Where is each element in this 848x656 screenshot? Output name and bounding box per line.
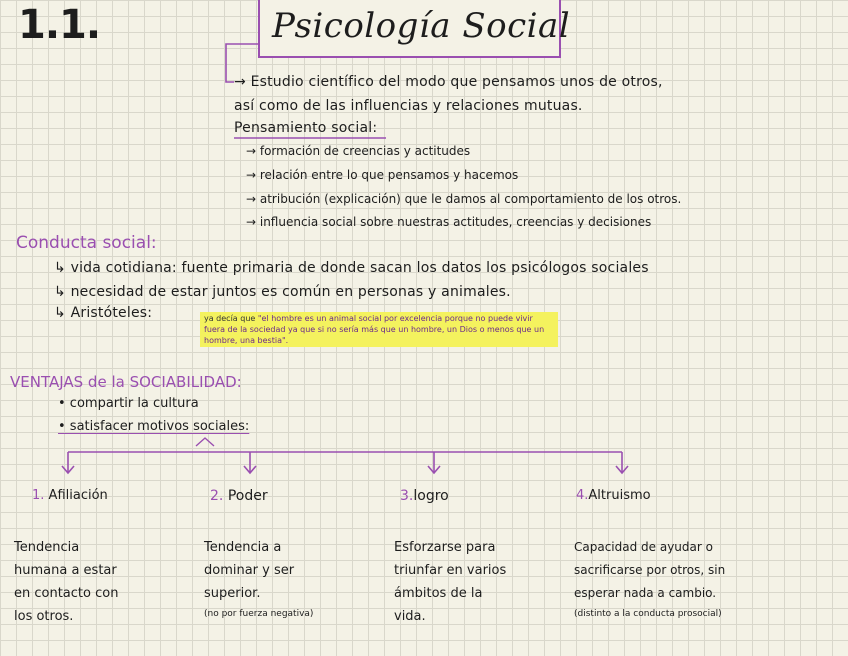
desc-line: Tendencia [14,540,80,555]
motivo-number: 2. [210,488,224,504]
section-number: 1.1. [18,2,101,48]
desc-line: los otros. [14,609,74,624]
motivo-title-poder [210,488,268,504]
motivo-desc-afiliacion [14,536,118,628]
page-title: Psicología Social [272,6,571,46]
motivo-title: logro [413,488,449,504]
desc-line: Esforzarse para [394,540,496,555]
desc-line: vida. [394,609,426,624]
definition-line-2: así como de las influencias y relaciones mutuas. [234,98,583,114]
desc-note: (distinto a la conducta prosocial) [574,609,722,619]
desc-line: ámbitos de la [394,586,483,601]
motivo-title: Altruismo [588,488,651,503]
motivo-desc-poder [204,536,313,623]
motivo-title-afiliacion [32,488,108,503]
desc-line: sacrificarse por otros, sin [574,563,726,577]
conducta-item: ↳ vida cotidiana: fuente primaria de donde sacan los datos los psicólogos sociales [54,260,649,276]
motivo-title-logro [400,488,449,504]
quote-text: "el hombre es un animal social por excelencia porque no puede vivir fuera de la sociedad ya que si no sería más que un hombre, un Dios o menos que un hombre, una bestia". [204,314,545,345]
quote-intro: ya decía que [204,314,258,323]
motivo-title: Poder [227,488,268,504]
ventajas-heading: VENTAJAS de la SOCIABILIDAD: [10,373,242,391]
desc-note: (no por fuerza negativa) [204,609,314,619]
pensamiento-item: → relación entre lo que pensamos y hacemos [246,168,519,182]
desc-line: triunfar en varios [394,563,507,578]
conducta-heading: Conducta social: [16,233,157,253]
definition-line-1: → Estudio científico del modo que pensamos unos de otros, [234,74,663,90]
motivo-number: 4. [576,488,589,503]
motivo-number: 1. [32,488,45,503]
pensamiento-item: → atribución (explicación) que le damos al comportamiento de los otros. [246,192,682,206]
pensamiento-item: → formación de creencias y actitudes [246,144,471,158]
ventajas-item: • compartir la cultura [58,396,199,411]
motivo-title-altruismo [576,488,651,503]
desc-line: dominar y ser [204,563,295,578]
desc-line: superior. [204,586,261,601]
motivo-number: 3. [400,488,414,504]
pensamiento-heading: Pensamiento social: [234,120,378,136]
pensamiento-item: → influencia social sobre nuestras actitudes, creencias y decisiones [246,215,652,229]
conducta-item: ↳ Aristóteles: [54,305,153,321]
motivo-desc-logro [394,536,506,628]
conducta-item: ↳ necesidad de estar juntos es común en personas y animales. [54,284,511,300]
desc-line: humana a estar [14,563,117,578]
motivo-title: Afiliación [48,488,108,503]
ventajas-item: • satisfacer motivos sociales: [58,419,250,434]
desc-line: Tendencia a [204,540,282,555]
desc-line: esperar nada a cambio. [574,586,717,600]
desc-line: en contacto con [14,586,119,601]
desc-line: Capacidad de ayudar o [574,540,713,554]
aristoteles-quote [200,312,558,347]
motivo-desc-altruismo [574,536,725,623]
